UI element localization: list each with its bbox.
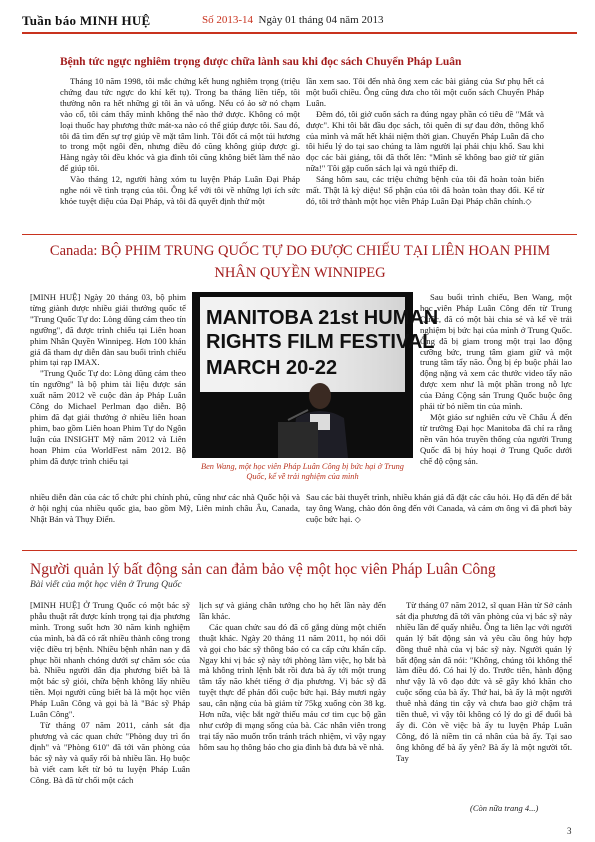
article2-column-1 (30, 292, 186, 467)
page-number: 3 (567, 826, 572, 836)
article2-paragraph: [MINH HUỆ] Ngày 20 tháng 03, bộ phim từng giành được nhiều giải thưởng quốc tế "Trung Quốc Tự do: Lòng dũng cảm theo tín ngưỡng", đã được trình chiếu tại Liên hoan phim Nhân Quyền Winnipeg. Hơn 100 khán giả đã tham dự diễn đàn sau buổi trình chiếu phim tại rạp IMAX. (30, 292, 186, 368)
article1-paragraph: Đêm đó, tôi giở cuốn sách ra đúng ngay phần có tiêu đề "Mất và được". Khi tôi bắt đầu đọc sách, tôi quên đi sự đau đớn, thông khổ của mình và mất hết khái niệm thời gian. Chuyển Pháp Luân đã cho tôi hiểu lý do tại sao chúng ta làm người lại phải chịu khổ. Sau khi đọc các bài giảng, tôi đã thốt lên: "Mình sẽ không bao giờ từ giãn nữa!" Tôi gặp cuốn sách lại và ngủ thiếp đi. (306, 108, 544, 174)
article3-column-3 (396, 600, 572, 764)
section-divider (22, 550, 577, 551)
article1-headline: Bệnh tức ngực nghiêm trọng được chữa lành sau khi đọc sách Chuyển Pháp Luân (60, 56, 462, 68)
article3-paragraph: [MINH HUỆ] Ở Trung Quốc có một bác sỹ phẫu thuật rất được kính trọng tại địa phương mình. Trong suốt hơn 30 năm kinh nghiệm của mình, bà đã có rất nhiều thành công trong việc điều trị bệnh. Nhiều bệnh nhân nan y đã phục hồi nhanh chóng dưới sự chăm sóc của bà. Nhiều người dân địa phương biết bà là một bác sỹ giỏi, chữa bệnh không lấy nhiều tiền. Mọi người cũng biết bà là một học viên Pháp Luân Công và gọi bà là "Bác sỹ Pháp Luân Công". (30, 600, 190, 720)
article3-paragraph: Các quan chức sau đó đã cố gắng dùng một chiến thuật khác. Ngày 20 tháng 11 năm 2011, họ nói dối và gọi cho bác sỹ thông báo có ca cấp cứu khẩn cấp. Ngay khi vị bác sỹ này tới phòng làm việc, họ bắt bà mà không trình lệnh bắt rồi đưa bà ấy tới một trung tâm tẩy não khét tiếng ở địa phương. Vị bác sỹ đã tuyệt thực để phản đối cuộc bức hại. Bảy mươi ngày sau, cân nặng của bà giảm từ 75kg xuống còn 38 kg. Hơn nữa, việc bắt ngờ thiếu máu cơ tim cục bộ gần như cướp đi mạng sống của bà. Các nhân viên trong trại tẩy não muốn trốn tránh trách nhiệm, vì vậy ngay hôm sau họ thông báo cho gia đình bà đưa bà về nhà. (199, 621, 386, 752)
film-festival-photo (192, 292, 439, 458)
end-mark: ◇ (354, 514, 361, 524)
article3-column-1 (30, 600, 190, 785)
article1-paragraph: Sáng hôm sau, các triệu chứng bệnh của tôi đã hoàn toàn biến mất. Thật là kỳ diệu! Sổ phận của tôi đã hoàn toàn thay đổi. Kể từ đó, tôi trở thành một học viên Pháp Luân Đại Pháp chân chính.◇ (306, 174, 544, 206)
article2-paragraph: Một giáo sư nghiên cứu về Châu Á đến từ trường Đại học Manitoba đã chỉ ra rằng nền văn hóa truyền thống của người Trung Quốc đã bị hủy hoại ở Trung Quốc dưới chế độ cộng sản. (420, 411, 572, 466)
article2-paragraph: Sau buổi trình chiếu, Ben Wang, một học viên Pháp Luân Công đến từ Trung Quốc, đã có một bài chia sẻ và kể về trải nghiệm bị bức hại của mình ở Trung Quốc. Ông đã bị giam trong một trại lao động cưỡng bức, trung tâm giam giữ và một trung tâm tẩy não. Ông bị ép buộc phải lao động nặng và xem các thước video tẩy não được xem như là một phần trong nỗ lực của Đảng Cộng sản Trung Quốc buộc ông phải từ bỏ niềm tin của mình. (420, 292, 572, 412)
article1-column-1 (60, 76, 300, 207)
article2-headline: Canada: BỘ PHIM TRUNG QUỐC TỰ DO ĐƯỢC CHIẾU TẠI LIÊN HOAN PHIM NHÂN QUYỀN WINNIPEG (49, 243, 551, 281)
end-mark: ◇ (525, 196, 532, 206)
section-divider (22, 234, 577, 235)
article3-paragraph: lịch sự và giảng chân tướng cho họ hết lần này đến lần khác. (199, 600, 386, 621)
article1-paragraph: Tháng 10 năm 1998, tôi mắc chứng kết hung nghiêm trọng (triệu chứng đau tức ngực do khí kết tụ). Trong ba tháng liền tiếp, tôi thường nôn ra hết những gì tôi ăn và uống. Nếu có ảo sờ nó chạm vào cổ, tôi cảm thấy mình không thể nào thở được. Không có một loại thuốc hay phương thức mát-xa nào có thể giúp được tôi. Sau đó, tôi đã tìm đến sự trợ giúp về mặt tâm linh. Tôi đốt cả một túi hương to trong một ngôi đền, nhưng điều đó cũng không giúp được gì. Hàng ngày tôi đều khóc và gia đình tôi cũng không biết làm thế nào để giúp tôi. (60, 76, 300, 174)
article3-column-2 (199, 600, 386, 753)
article2-paragraph: Sau các bài thuyết trình, nhiều khán giả đã đặt các câu hỏi. Họ đã đến để bắt tay ông Wang, chào đón ông đến với Canada, và cảm ơn ông vì đã phơi bày cuộc bức hại. ◇ (306, 492, 572, 524)
masthead-divider (22, 32, 577, 34)
article3-byline: Bài viết của một học viên ở Trung Quốc (30, 580, 182, 590)
photo-illustration (192, 292, 439, 458)
banner-line-3: MARCH 20-22 (206, 357, 338, 379)
article1-paragraph: Vào tháng 12, người hàng xóm tu luyện Pháp Luân Đại Pháp nghe nói về tình trạng của tôi. Ông kể với tôi về những lợi ích sức khỏe tuyệt diệu của Đại Pháp, và tôi đã quyết định thử một (60, 174, 300, 206)
article2-column-3 (420, 292, 572, 467)
issue-number: Số 2013-14 (202, 14, 254, 26)
article2-closing-left (30, 492, 300, 525)
photo-caption: Ben Wang, một học viên Pháp Luân Công bị bức hại ở Trung Quốc, kể về trải nghiệm của mình (201, 462, 404, 481)
article3-paragraph: Từ tháng 07 năm 2012, sĩ quan Hàn từ Sở cảnh sát địa phương đã tới văn phòng của vị bác sỹ này nhiều lần để quấy nhiễu. Ông ta liên lạc với người quản lý bất động sản và yêu cầu ông hủy hợp đồng thuê nhà của vị bác sỹ này. Người quản lý bất động sản đã nói: "Không, chúng tôi không thể làm điều đó. Có hai lý do. Trước tiên, hành động như vậy là vô đạo đức và sẽ gây khó khăn cho cuộc sống của bà ấy. Thứ hai, bà ấy là một người thuê nhà đáng tin cậy và chưa bao giờ chậm trả tiền thuê, vì vậy tôi không có lý do gì để đuổi bà ấy đi. Còn về việc bà ấy tu luyện Pháp Luân Công, đó là niềm tin cá nhân của bà ấy. Tại sao ông không để bà ấy yên? Bà ấy là một người tốt. Tay (396, 600, 572, 763)
banner-line-1: MANITOBA 21st HUMAN (206, 307, 439, 329)
issue-date: Ngày 01 tháng 04 năm 2013 (258, 14, 384, 26)
continued-note: (Còn nữa trang 4...) (470, 803, 539, 813)
article3-headline: Người quản lý bất động sản can đảm bảo vệ một học viên Pháp Luân Công (30, 561, 496, 578)
article1-paragraph: lần xem sao. Tôi đến nhà ông xem các bài giảng của Sư phụ hết cả một buổi chiều. Ông cũng đưa cho tôi một cuốn sách Chuyển Pháp Luân. (306, 76, 544, 108)
article3-paragraph: Từ tháng 07 năm 2011, cảnh sát địa phương và các quan chức "Phòng duy trì ổn định" và "Phòng 610" đã tới văn phòng của bác sỹ này và quấy rối bà nhiều lần. Họ buộc bà viết cam kết từ bỏ tu luyện Pháp Luân Công. Bà đã từ chối một cách (30, 719, 190, 785)
article1-column-2 (306, 76, 544, 208)
article2-paragraph: "Trung Quốc Tự do: Lòng dũng cảm theo tín ngưỡng" là bộ phim tài liệu được sản xuất năm 2012 về cuộc đàn áp Pháp Luân Công do Michael Perlman đạo diễn. Bộ phim đã đạt giải thưởng ở nhiều liên hoan phim, bao gồm Liên hoan Phim Tự do Ngôn luận của INSIGHT Mỹ năm 2012 và Liên hoan Phim của WorldFest năm 2012. Bộ phim đã được trình chiếu tại (30, 368, 186, 466)
article2-paragraph: nhiều diễn đàn của các tổ chức phi chính phủ, cũng như các nhà Quốc hội và ở hội nghị của nhiều quốc gia, bao gồm Mỹ, Liên minh châu Âu, Canada, Nhật Bản và Thụy Điển. (30, 492, 300, 524)
issue-info (202, 14, 383, 26)
newsletter-title: Tuần báo MINH HUỆ (22, 13, 151, 28)
article2-closing-right (306, 492, 572, 526)
banner-line-2: RIGHTS FILM FESTIVAL (206, 331, 435, 353)
